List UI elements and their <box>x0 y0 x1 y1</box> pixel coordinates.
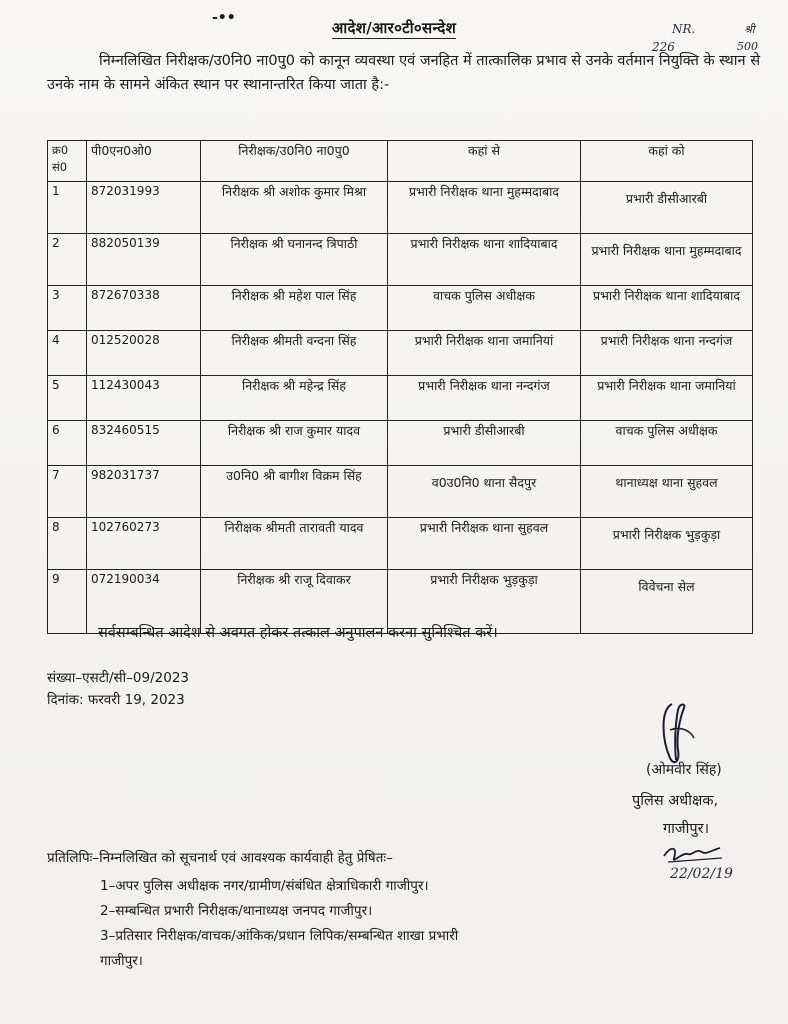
cell-pno: 982031737 <box>87 466 201 518</box>
cell-to: थानाध्यक्ष थाना सुहवल <box>581 466 753 518</box>
header-from: कहां से <box>388 141 581 182</box>
table-row <box>48 376 753 421</box>
closing-instruction: सर्वसम्बन्धित आदेश से अवगत होकर तत्काल अनुपालन करना सुनिश्चित करें। <box>98 625 498 641</box>
cell-to: प्रभारी डीसीआरबी <box>581 182 753 234</box>
header-name: निरीक्षक/उ0नि0 ना0पु0 <box>201 141 388 182</box>
cell-pno: 872670338 <box>87 286 201 331</box>
cell-pno: 832460515 <box>87 421 201 466</box>
cell-from: प्रभारी निरीक्षक भुड़कुड़ा <box>388 570 581 634</box>
cell-from: प्रभारी निरीक्षक थाना मुहम्मदाबाद <box>388 182 581 234</box>
table-row <box>48 331 753 376</box>
cell-to: प्रभारी निरीक्षक थाना शादियाबाद <box>581 286 753 331</box>
cell-name: निरीक्षक श्रीमती तारावती यादव <box>201 518 388 570</box>
list-item: 3–प्रतिसार निरीक्षक/वाचक/आंकिक/प्रधान लिपिक/सम्बन्धित शाखा प्रभारी <box>100 928 459 944</box>
cell-pno: 882050139 <box>87 234 201 286</box>
list-item: 1–अपर पुलिस अधीक्षक नगर/ग्रामीण/संबंधित क्षेत्राधिकारी गाजीपुर। <box>100 878 429 894</box>
table-row <box>48 466 753 518</box>
handwritten-sh-label: श्री <box>744 23 755 36</box>
table-row <box>48 234 753 286</box>
cell-name: निरीक्षक श्री घनानन्द त्रिपाठी <box>201 234 388 286</box>
handwritten-sh-number: 500 <box>737 40 758 53</box>
cell-from: प्रभारी निरीक्षक थाना नन्दगंज <box>388 376 581 421</box>
cell-name: निरीक्षक श्री राज कुमार यादव <box>201 421 388 466</box>
cell-serial: 3 <box>48 286 87 331</box>
cell-name: उ0नि0 श्री बागीश विक्रम सिंह <box>201 466 388 518</box>
cell-to: प्रभारी निरीक्षक भुड़कुड़ा <box>581 518 753 570</box>
cell-from: वाचक पुलिस अधीक्षक <box>388 286 581 331</box>
header-serial: क्र0 सं0 <box>48 141 87 182</box>
document-heading: आदेश/आर०टी०सन्देश <box>331 19 457 37</box>
cell-name: निरीक्षक श्री महेश पाल सिंह <box>201 286 388 331</box>
cell-to: प्रभारी निरीक्षक थाना नन्दगंज <box>581 331 753 376</box>
cell-serial: 1 <box>48 182 87 234</box>
cell-to: प्रभारी निरीक्षक थाना मुहम्मदाबाद <box>581 234 753 286</box>
table-header-row <box>48 141 753 182</box>
cell-pno: 012520028 <box>87 331 201 376</box>
initials-icon <box>660 842 730 866</box>
signatory-place: गाजीपुर। <box>663 821 710 837</box>
cell-pno: 872031993 <box>87 182 201 234</box>
list-item: 2–सम्बन्धित प्रभारी निरीक्षक/थानाध्यक्ष जनपद गाजीपुर। <box>100 903 373 919</box>
cell-to: प्रभारी निरीक्षक थाना जमानियां <box>581 376 753 421</box>
cell-pno: 112430043 <box>87 376 201 421</box>
table-row <box>48 421 753 466</box>
copy-heading: प्रतिलिपिः–निम्नलिखित को सूचनार्थ एवं आवश्यक कार्यवाही हेतु प्रेषितः– <box>47 850 393 866</box>
cell-to: विवेचना सेल <box>581 570 753 634</box>
header-pno: पी0एन0ओ0 <box>87 141 201 182</box>
decorative-dots: -•• <box>212 10 236 26</box>
cell-serial: 9 <box>48 570 87 634</box>
cell-from: प्रभारी डीसीआरबी <box>388 421 581 466</box>
cell-name: निरीक्षक श्री महेन्द्र सिंह <box>201 376 388 421</box>
order-date: दिनांक: फरवरी 19, 2023 <box>47 692 185 708</box>
cell-serial: 7 <box>48 466 87 518</box>
cell-name: निरीक्षक श्रीमती वन्दना सिंह <box>201 331 388 376</box>
intro-paragraph: निम्नलिखित निरीक्षक/उ0नि0 ना0पु0 को कानून व्यवस्था एवं जनहित में तात्कालिक प्रभाव से उनके वर्तमान नियुक्ति के स्थान से उनके नाम के सामने अंकित स्थान पर स्थानान्तरित किया जाता है:- <box>47 53 761 93</box>
cell-from: प्रभारी निरीक्षक थाना शादियाबाद <box>388 234 581 286</box>
cell-to: वाचक पुलिस अधीक्षक <box>581 421 753 466</box>
cell-name: निरीक्षक श्री अशोक कुमार मिश्रा <box>201 182 388 234</box>
transfer-table <box>47 140 753 634</box>
cell-serial: 4 <box>48 331 87 376</box>
cell-serial: 6 <box>48 421 87 466</box>
list-item-continuation: गाजीपुर। <box>100 953 143 969</box>
initials-date: 22/02/19 <box>670 866 733 882</box>
handwritten-nr-number: 226 <box>652 40 675 54</box>
cell-from: प्रभारी निरीक्षक थाना जमानियां <box>388 331 581 376</box>
cell-serial: 5 <box>48 376 87 421</box>
cell-pno: 072190034 <box>87 570 201 634</box>
initials-block <box>660 842 760 892</box>
cell-serial: 2 <box>48 234 87 286</box>
copy-list <box>100 874 458 974</box>
signatory-name: (ओमवीर सिंह) <box>646 762 722 778</box>
cell-name: निरीक्षक श्री राजू दिवाकर <box>201 570 388 634</box>
header-to: कहां को <box>581 141 753 182</box>
cell-from: व0उ0नि0 थाना सैदपुर <box>388 466 581 518</box>
table-row <box>48 286 753 331</box>
table-row <box>48 518 753 570</box>
cell-from: प्रभारी निरीक्षक थाना सुहवल <box>388 518 581 570</box>
cell-serial: 8 <box>48 518 87 570</box>
handwritten-nr-label: NR. <box>672 22 696 36</box>
cell-pno: 102760273 <box>87 518 201 570</box>
reference-number: संख्या–एसटी/सी–09/2023 <box>47 670 189 686</box>
table-row <box>48 182 753 234</box>
signatory-designation: पुलिस अधीक्षक, <box>632 793 719 809</box>
